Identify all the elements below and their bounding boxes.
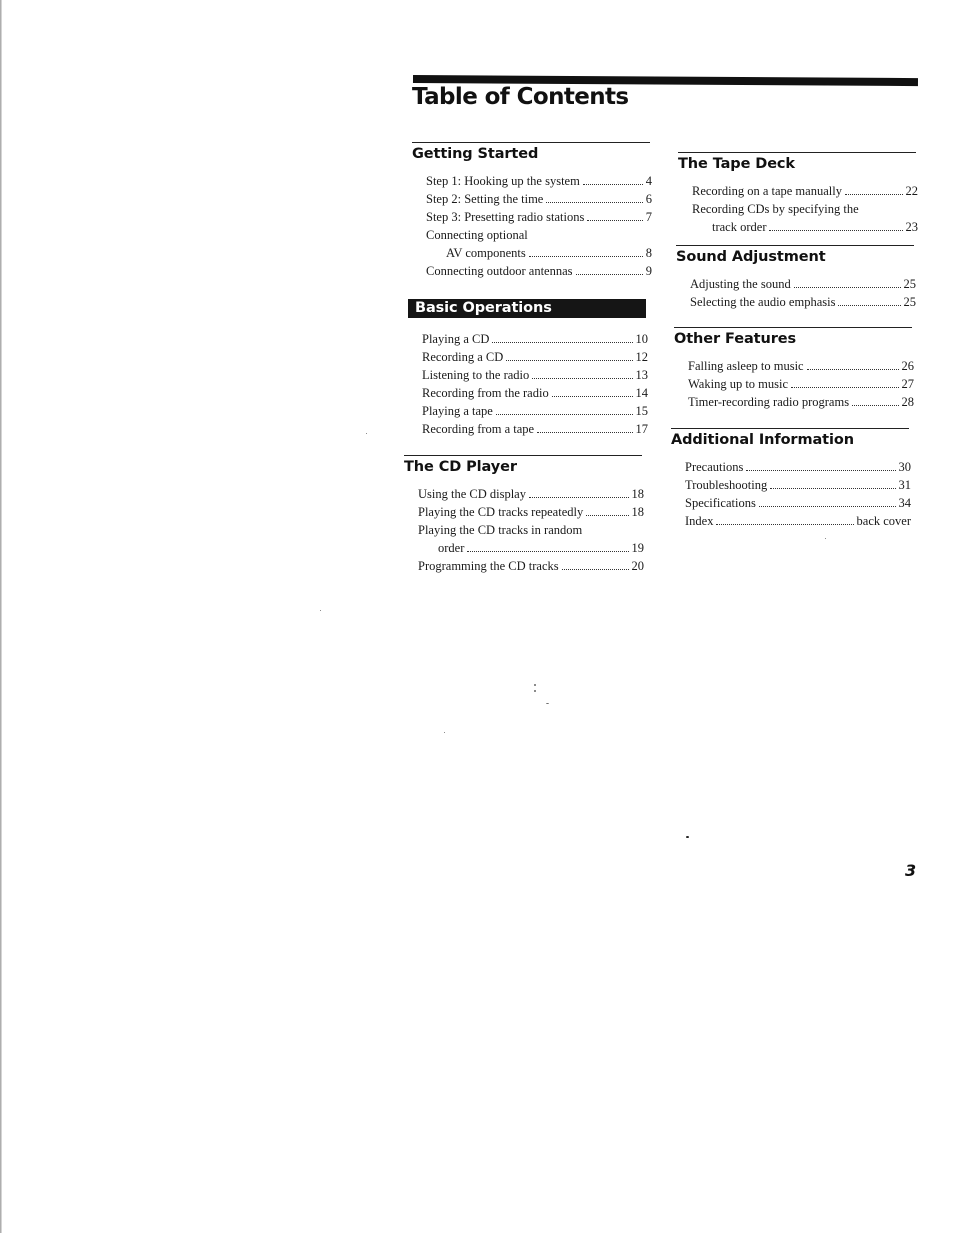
toc-entry-page: 9 [645,264,652,278]
page-title: Table of Contents [412,84,629,110]
dot-leader [492,342,632,343]
toc-entry-label: Playing a tape [422,404,493,418]
toc-entry[interactable] [426,190,652,208]
section-rule [674,327,912,328]
toc-entry-page: 22 [905,184,918,198]
toc-entry[interactable] [426,208,652,226]
toc-entry-page: 28 [901,395,914,409]
toc-entry-page: 17 [635,422,648,436]
toc-entry-label: Step 2: Setting the time [426,192,544,206]
scan-speck [686,836,689,838]
section-rule [678,152,916,153]
dot-leader [583,184,643,185]
toc-list [408,330,648,438]
toc-entry[interactable] [426,262,652,280]
toc-entry-label: Recording CDs by specifying the [692,202,859,216]
toc-entry[interactable] [688,357,914,375]
dot-leader [845,194,903,195]
toc-entry-page: 25 [903,277,916,291]
dot-leader [532,378,632,379]
section-heading-banner: Basic Operations [408,299,646,318]
toc-entry[interactable] [688,375,914,393]
dot-leader [838,305,900,306]
toc-list [674,357,914,411]
toc-entry-page: 4 [645,174,652,188]
toc-entry-page: 10 [635,332,648,346]
scan-speck [320,610,321,611]
toc-entry-page: 26 [901,359,914,373]
section-other-features [674,327,914,411]
dot-leader [537,432,632,433]
toc-entry-label: Selecting the audio emphasis [690,295,836,309]
page-edge-shadow [0,0,2,1233]
toc-entry-page: 18 [631,487,644,501]
toc-entry[interactable] [418,521,644,557]
toc-entry-label: Connecting optional [426,228,528,242]
section-rule [404,455,642,456]
toc-list [671,458,911,530]
toc-entry[interactable] [690,293,916,311]
toc-list [412,172,652,280]
toc-entry[interactable] [422,402,648,420]
toc-entry[interactable] [692,200,918,236]
scan-speck [366,433,367,434]
toc-entry-label: Recording on a tape manually [692,184,842,198]
toc-entry[interactable] [422,348,648,366]
toc-entry[interactable] [422,366,648,384]
section-additional-information [671,428,911,530]
toc-entry-label: Playing the CD tracks repeatedly [418,505,584,519]
toc-entry-label: Precautions [685,460,744,474]
toc-entry-page: 23 [905,220,918,234]
toc-entry-page: 20 [631,559,644,573]
section-heading: Sound Adjustment [676,249,826,265]
dot-leader [552,396,633,397]
dot-leader [794,287,901,288]
toc-entry-label: Recording from a tape [422,422,535,436]
dot-leader [586,515,628,516]
section-heading: Additional Information [671,432,854,448]
toc-entry-label: Listening to the radio [422,368,530,382]
scan-speck [825,538,826,539]
toc-entry-label: Recording a CD [422,350,504,364]
toc-entry[interactable] [685,476,911,494]
toc-entry-page: 31 [898,478,911,492]
toc-entry-label: Playing a CD [422,332,490,346]
section-heading: The Tape Deck [678,156,795,172]
toc-entry-page: 6 [645,192,652,206]
dot-leader [546,202,642,203]
dot-leader [467,551,628,552]
toc-entry[interactable] [422,420,648,438]
toc-entry[interactable] [692,182,918,200]
toc-entry[interactable] [426,172,652,190]
toc-list [678,182,918,236]
dot-leader [506,360,632,361]
section-heading: Other Features [674,331,797,347]
toc-list [404,485,644,575]
scan-speck [534,690,536,692]
toc-entry-page: back cover [856,514,911,528]
dot-leader [759,506,896,507]
toc-entry-label-cont: track order [712,220,767,234]
toc-entry-label: Step 1: Hooking up the system [426,174,580,188]
toc-entry-page: 12 [635,350,648,364]
section-rule [412,142,650,143]
dot-leader [769,230,902,231]
toc-entry-page: 7 [645,210,652,224]
toc-entry-label: Step 3: Presetting radio stations [426,210,585,224]
toc-entry[interactable] [418,485,644,503]
toc-entry-label: Playing the CD tracks in random [418,523,583,537]
toc-entry-label: Timer-recording radio programs [688,395,850,409]
section-heading: Getting Started [412,146,539,162]
toc-entry[interactable] [426,226,652,262]
toc-entry-page: 14 [635,386,648,400]
section-heading: The CD Player [404,459,517,475]
toc-entry-label: Index [685,514,714,528]
section-cd-player [404,455,644,575]
toc-entry-label: Falling asleep to music [688,359,804,373]
toc-entry[interactable] [688,393,914,411]
toc-entry-label-cont: AV components [446,246,526,260]
toc-entry-page: 18 [631,505,644,519]
section-rule [671,428,909,429]
toc-entry-label: Programming the CD tracks [418,559,559,573]
section-rule [676,245,914,246]
dot-leader [791,387,898,388]
section-tape-deck [678,152,918,236]
toc-entry[interactable] [685,494,911,512]
dot-leader [807,369,899,370]
section-getting-started [412,142,652,280]
toc-entry-label-cont: order [438,541,465,555]
toc-entry-page: 27 [901,377,914,391]
scan-speck [444,732,445,733]
dot-leader [576,274,643,275]
toc-entry-label: Recording from the radio [422,386,549,400]
toc-entry[interactable] [422,330,648,348]
dot-leader [529,256,643,257]
toc-entry[interactable] [422,384,648,402]
toc-entry-label: Waking up to music [688,377,789,391]
toc-entry-label: Connecting outdoor antennas [426,264,573,278]
dot-leader [746,470,895,471]
toc-entry[interactable] [685,458,911,476]
dot-leader [529,497,629,498]
toc-entry-page: 15 [635,404,648,418]
toc-entry-page: 13 [635,368,648,382]
toc-entry[interactable] [418,557,644,575]
toc-entry-label: Adjusting the sound [690,277,791,291]
toc-list [676,275,916,311]
toc-entry[interactable] [685,512,911,530]
page-number: 3 [905,861,917,880]
dot-leader [770,488,895,489]
toc-entry-page: 30 [898,460,911,474]
dot-leader [716,524,853,525]
toc-entry-page: 19 [631,541,644,555]
dot-leader [852,405,898,406]
dot-leader [496,414,633,415]
scan-speck [546,703,549,704]
toc-entry-label: Specifications [685,496,756,510]
dot-leader [562,569,629,570]
toc-entry-page: 8 [645,246,652,260]
scan-speck [534,684,536,686]
toc-entry[interactable] [690,275,916,293]
section-basic-operations [408,299,648,438]
toc-entry-label: Using the CD display [418,487,526,501]
toc-entry-label: Troubleshooting [685,478,768,492]
dot-leader [587,220,642,221]
toc-entry[interactable] [418,503,644,521]
section-sound-adjustment [676,245,916,311]
toc-entry-page: 25 [903,295,916,309]
toc-entry-page: 34 [898,496,911,510]
